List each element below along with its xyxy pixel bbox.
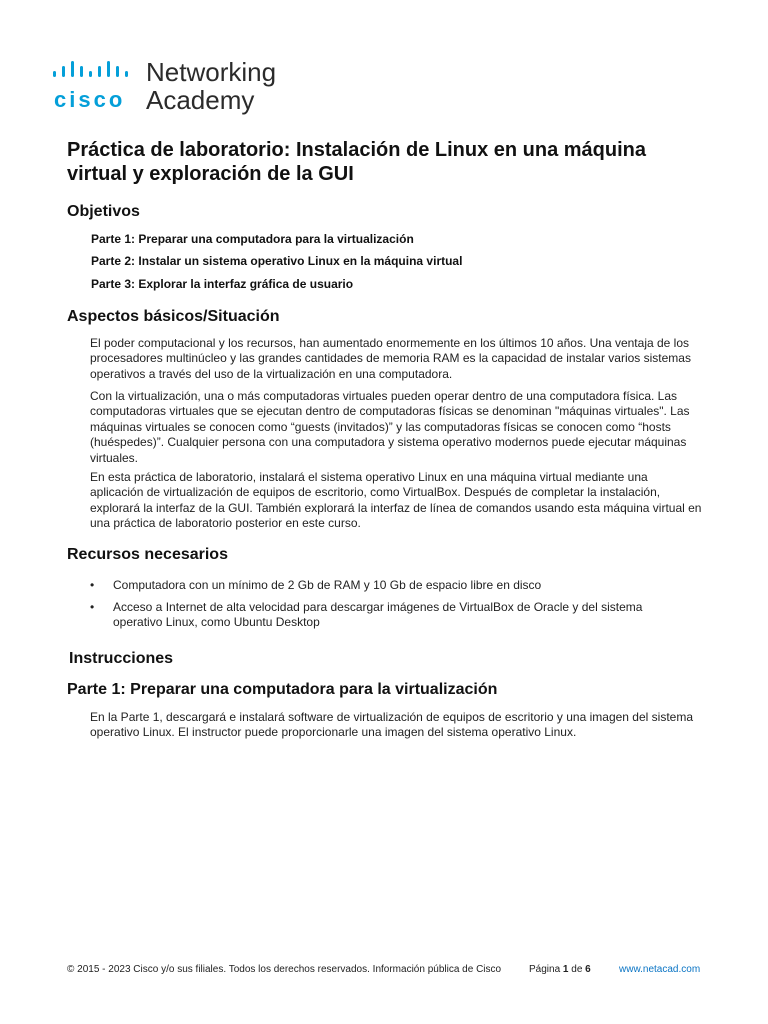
cisco-networking-academy-logo [52,57,312,117]
background-heading: Aspectos básicos/Situación [67,308,280,325]
page-current: 1 [562,964,569,975]
objectives-heading: Objetivos [67,203,140,220]
netacad-link[interactable]: www.netacad.com [619,964,701,975]
page-total: 6 [585,964,591,975]
academy-wordmark [146,58,276,114]
background-paragraph: El poder computacional y los recursos, han aumentado enormemente en los últimos 10 años. Una ventaja de los procesadores multinúcleo y las grandes cantidades de memoria RAM es la capacidad de instalar varios sistemas operativos a través del uso de la virtualización en una computadora. [90,336,691,381]
part1-paragraph: En la Parte 1, descargará e instalará software de virtualización de equipos de escritorio y una imagen del sistema operativo Linux. El instructor puede proporcionarle una imagen del sistema operativo Linux. [90,710,693,740]
resource-text: Computadora con un mínimo de 2 Gb de RAM y 10 Gb de espacio libre en disco [113,578,542,592]
cisco-wordmark: cisco [54,87,126,112]
background-paragraph: Con la virtualización, una o más computadoras virtuales pueden operar dentro de una computadora física. Las computadoras virtuales que se ejecutan dentro de computadoras físicas se denominan "máquinas virtuales". Las máquinas virtuales se conocen como “guests (invitados)” y las computadoras físicas se conocen como “hosts (huéspedes)”. Cualquier persona con una computadora y sistema operativo modernos puede ejecutar máquinas virtuales. [90,389,690,465]
cisco-logo-mark [52,57,144,113]
page-number [529,964,591,976]
part1-heading: Parte 1: Preparar una computadora para la virtualización [67,681,498,698]
objective-item: Parte 1: Preparar una computadora para la virtualización [91,232,414,246]
objective-item: Parte 2: Instalar un sistema operativo Linux en la máquina virtual [91,254,463,268]
resource-text: Acceso a Internet de alta velocidad para descargar imágenes de VirtualBox de Oracle y del sistema operativo Linux, como Ubuntu Desktop [113,600,643,630]
logo-line-1: Networking [146,57,277,87]
instructions-heading: Instrucciones [69,650,174,667]
page-of: de [571,964,583,975]
footer-copyright: © 2015 - 2023 Cisco y/o sus filiales. Todos los derechos reservados. Información pública de Cisco [67,964,502,975]
document-title: Práctica de laboratorio: Instalación de Linux en una máquina virtual y exploración de la GUI [67,139,647,185]
bullet-icon: • [90,578,95,592]
page-label: Página [529,964,561,975]
resources-heading: Recursos necesarios [67,546,228,563]
background-paragraph: En esta práctica de laboratorio, instalará el sistema operativo Linux en una máquina virtual mediante una aplicación de virtualización de equipos de escritorio, como VirtualBox. Después de completar la instalación, explorará la interfaz de la GUI. También explorará la interfaz de línea de comandos usando esta máquina virtual en una práctica de laboratorio posterior en este curso. [90,470,702,531]
objective-item: Parte 3: Explorar la interfaz gráfica de usuario [91,277,354,291]
logo-line-2: Academy [146,85,255,115]
bullet-icon: • [90,600,95,614]
